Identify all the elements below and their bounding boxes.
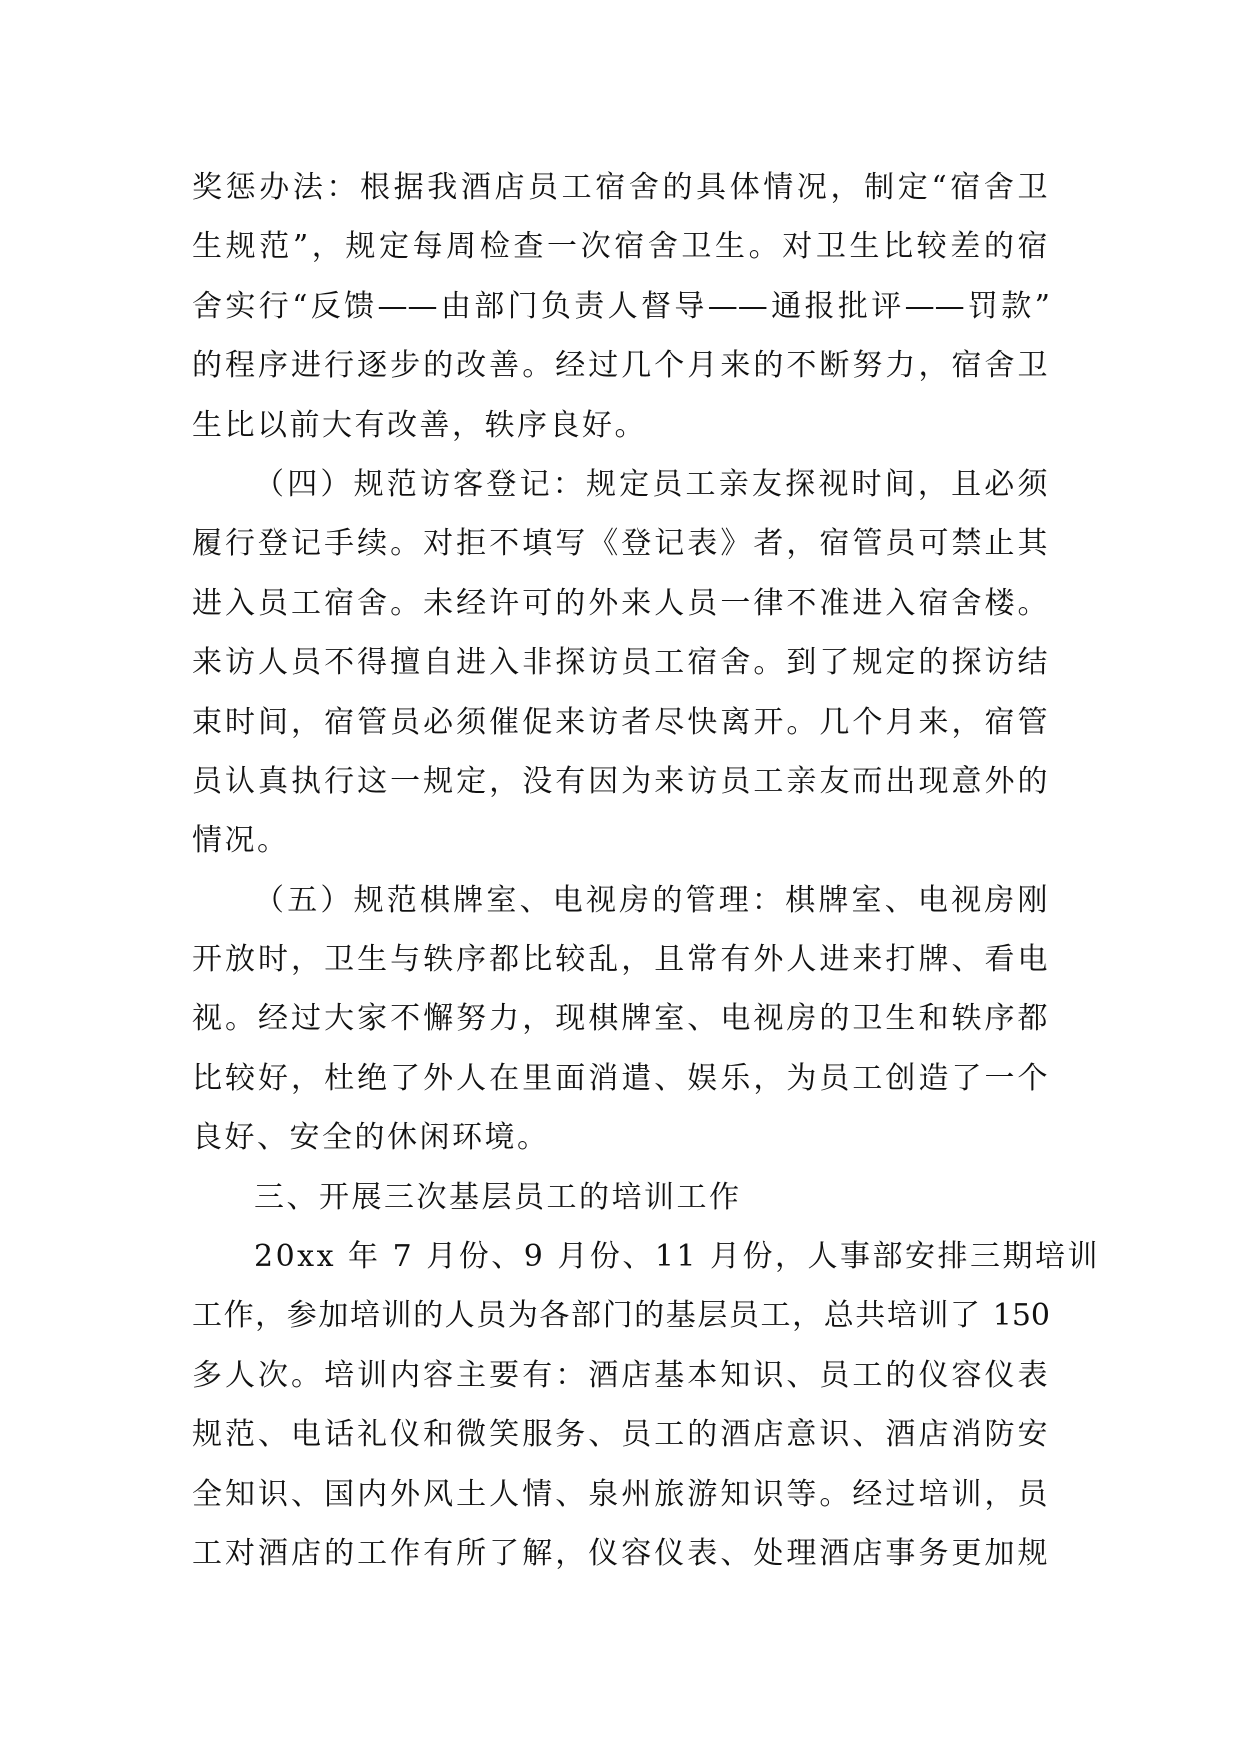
paragraph-line: 多人次。培训内容主要有：酒店基本知识、员工的仪容仪表 — [192, 1357, 1050, 1393]
paragraph-line: 20xx 年 7 月份、9 月份、11 月份，人事部安排三期培训 — [254, 1239, 1101, 1275]
paragraph-line: 舍实行“反馈——由部门负责人督导——通报批评——罚款” — [192, 288, 1050, 324]
document-body — [192, 158, 1101, 1583]
paragraph-line: 的程序进行逐步的改善。经过几个月来的不断努力，宿舍卫 — [192, 348, 1050, 384]
paragraph-line: 比较好，杜绝了外人在里面消遣、娱乐，为员工创造了一个 — [192, 1060, 1050, 1096]
paragraph-line: （五）规范棋牌室、电视房的管理：棋牌室、电视房刚 — [254, 882, 1050, 918]
paragraph-line: 工作，参加培训的人员为各部门的基层员工，总共培训了 150 — [192, 1298, 1050, 1334]
paragraph-line: 束时间，宿管员必须催促来访者尽快离开。几个月来，宿管 — [192, 704, 1050, 740]
paragraph-line: 情况。 — [192, 823, 290, 859]
paragraph-line: 生比以前大有改善，轶序良好。 — [192, 407, 647, 443]
paragraph-line: 员认真执行这一规定，没有因为来访员工亲友而出现意外的 — [192, 763, 1050, 799]
paragraph-line: （四）规范访客登记：规定员工亲友探视时间，且必须 — [254, 466, 1050, 502]
section-heading: 三、开展三次基层员工的培训工作 — [254, 1179, 742, 1215]
paragraph-line: 规范、电话礼仪和微笑服务、员工的酒店意识、酒店消防安 — [192, 1417, 1050, 1453]
paragraph-line: 全知识、国内外风土人情、泉州旅游知识等。经过培训，员 — [192, 1476, 1050, 1512]
paragraph-line: 工对酒店的工作有所了解，仪容仪表、处理酒店事务更加规 — [192, 1535, 1050, 1571]
paragraph-line: 来访人员不得擅自进入非探访员工宿舍。到了规定的探访结 — [192, 645, 1050, 681]
paragraph-line: 生规范”，规定每周检查一次宿舍卫生。对卫生比较差的宿 — [192, 229, 1050, 265]
paragraph-line: 进入员工宿舍。未经许可的外来人员一律不准进入宿舍楼。 — [192, 585, 1050, 621]
paragraph-line: 良好、安全的休闲环境。 — [192, 1120, 550, 1156]
paragraph-line: 视。经过大家不懈努力，现棋牌室、电视房的卫生和轶序都 — [192, 1001, 1050, 1037]
paragraph-line: 履行登记手续。对拒不填写《登记表》者，宿管员可禁止其 — [192, 526, 1050, 562]
paragraph-line: 奖惩办法：根据我酒店员工宿舍的具体情况，制定“宿舍卫 — [192, 170, 1050, 205]
paragraph-line: 开放时，卫生与轶序都比较乱，且常有外人进来打牌、看电 — [192, 942, 1050, 978]
